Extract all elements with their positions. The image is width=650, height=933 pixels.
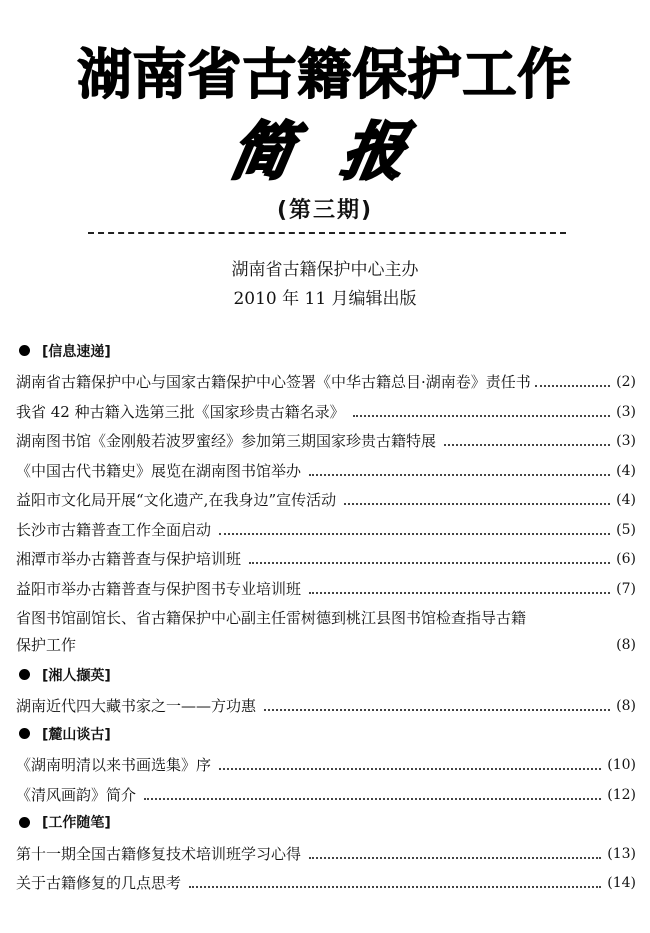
toc-entry-title: 《清风画韵》简介 (16, 785, 137, 804)
toc-entry-page: (3) (616, 433, 636, 449)
section-heading-label: [湘人撷英] (42, 667, 111, 684)
toc-entry-page: (13) (607, 845, 636, 862)
toc-entry-page: (7) (616, 580, 636, 597)
toc-entry-title: 湖南省古籍保护中心与国家古籍保护中心签署《中华古籍总目·湖南卷》责任书 (16, 373, 531, 391)
toc-entry-title: 益阳市文化局开展“文化遗产,在我身边”宣传活动 (16, 491, 337, 509)
bullet-icon (19, 669, 30, 680)
section-heading (16, 336, 636, 366)
leader-dots (309, 857, 601, 859)
toc-entry-page: (12) (607, 786, 636, 803)
toc-entry-title: 省图书馆副馆长、省古籍保护中心副主任雷树德到桃江县图书馆检查指导古籍 (16, 608, 527, 627)
toc-entry-title: 长沙市古籍普查工作全面启动 (16, 520, 212, 539)
toc-entry-title: 湖南近代四大藏书家之一——方功惠 (16, 697, 257, 715)
header-divider (88, 232, 566, 234)
leader-dots (249, 562, 610, 564)
leader-dots (535, 385, 610, 387)
bullet-icon (19, 728, 30, 739)
toc-entry-title: 第十一期全国古籍修复技术培训班学习心得 (16, 844, 302, 863)
toc-entry-title: 湘潭市举办古籍普查与保护培训班 (16, 550, 242, 568)
toc-entry-page: (8) (616, 698, 636, 714)
section-heading-label: [工作随笔] (42, 815, 111, 832)
toc-entry-title: 关于古籍修复的几点思考 (16, 874, 182, 892)
issue-number: (第三期) (276, 198, 374, 223)
bulletin-subtitle: 简 报 (224, 115, 426, 188)
leader-dots (264, 709, 610, 711)
toc-entry[interactable] (16, 513, 636, 543)
toc-entry[interactable] (16, 454, 636, 484)
toc-entry-page: (5) (616, 521, 636, 538)
toc-entry-title: 我省 42 种古籍入选第三批《国家珍贵古籍名录》 (16, 402, 345, 421)
leader-dots (309, 592, 610, 594)
toc-entry[interactable] (16, 484, 636, 514)
toc-entry[interactable] (16, 366, 636, 396)
section-heading (16, 808, 636, 838)
section-heading (16, 719, 636, 749)
toc-entry-page: (4) (616, 492, 636, 508)
toc-entry-title: 益阳市举办古籍普查与保护图书专业培训班 (16, 579, 302, 598)
publisher-line: 湖南省古籍保护中心主办 (231, 260, 419, 280)
bullet-icon (19, 345, 30, 356)
toc-entry[interactable] (16, 425, 636, 455)
toc-entry[interactable] (16, 543, 636, 573)
toc-entry-title: 湖南图书馆《金刚般若波罗蜜经》参加第三期国家珍贵古籍特展 (16, 432, 437, 450)
toc-entry-title: 《中国古代书籍史》展览在湖南图书馆举办 (16, 461, 302, 480)
toc-entry[interactable] (16, 690, 636, 720)
toc-entry[interactable] (16, 602, 636, 661)
toc-entry-page: (6) (616, 551, 636, 567)
leader-dots (444, 444, 610, 446)
section-heading-label: [麓山谈古] (42, 726, 111, 743)
toc-entry[interactable] (16, 867, 636, 897)
toc-entry-title-continued: 保护工作 (16, 636, 77, 654)
toc-entry-title: 《湖南明清以来书画选集》序 (16, 756, 212, 774)
toc-entry[interactable] (16, 749, 636, 779)
toc-entry-page: (2) (616, 374, 636, 390)
leader-dots (144, 798, 601, 800)
toc-entry-page: (10) (607, 757, 636, 773)
toc-entry-page: (3) (616, 403, 636, 420)
toc-entry[interactable] (16, 572, 636, 602)
toc-entry[interactable] (16, 837, 636, 867)
leader-dots (309, 474, 610, 476)
leader-dots (344, 503, 610, 505)
bullet-icon (19, 817, 30, 828)
toc-entry-page: (8) (616, 637, 636, 653)
toc-entry[interactable] (16, 778, 636, 808)
leader-dots (219, 768, 601, 770)
publication-date: 2010 年 11 月编辑出版 (233, 289, 417, 309)
leader-dots (219, 533, 610, 535)
bulletin-title: 湖南省古籍保护工作 (77, 43, 573, 106)
table-of-contents (16, 336, 636, 896)
section-heading (16, 660, 636, 690)
toc-entry[interactable] (16, 395, 636, 425)
toc-entry-page: (4) (616, 462, 636, 479)
leader-dots (353, 415, 611, 417)
leader-dots (189, 886, 601, 888)
section-heading-label: [信息速递] (42, 343, 111, 360)
toc-entry-page: (14) (607, 875, 636, 891)
